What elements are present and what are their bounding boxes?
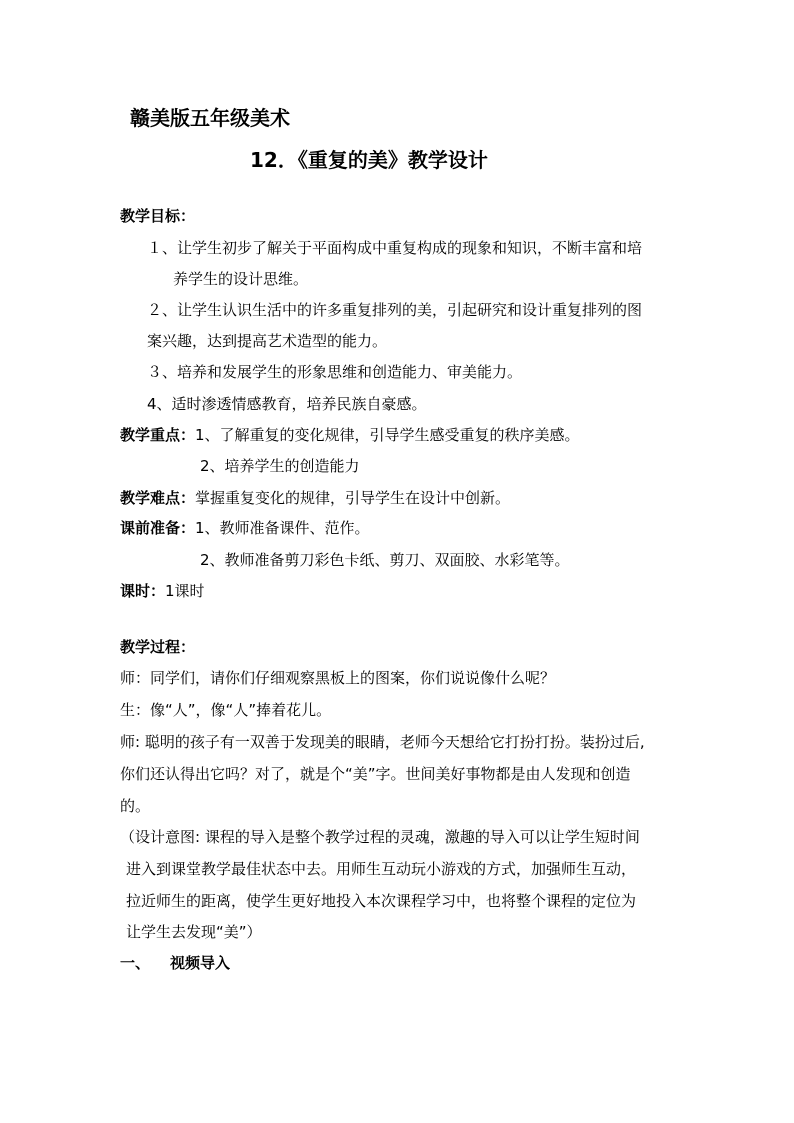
objective-2-line-2: 案兴趣，达到提高艺术造型的能力。 (147, 332, 388, 350)
process-line-5: 的。 (120, 797, 151, 815)
preparation-label: 课前准备： (120, 519, 196, 537)
duration-row (120, 581, 205, 601)
objective-4: 4、适时渗透情感教育，培养民族自豪感。 (147, 395, 427, 413)
process-line-3: 师: 聪明的孩子有一双善于发现美的眼睛，老师今天想给它打扮打扮。装扮过后, (120, 733, 645, 751)
duration-label: 课时： (120, 582, 166, 600)
document-title: 赣美版五年级美术 (130, 106, 290, 130)
objective-1-line-2: 养学生的设计思维。 (173, 270, 309, 288)
process-line-1: 师：同学们，请你们仔细观察黑板上的图案，你们说说像什么呢？ (120, 669, 556, 687)
key-point-2: 2、培养学生的创造能力 (200, 457, 360, 475)
objective-1-line-1: １、让学生初步了解关于平面构成中重复构成的现象和知识，不断丰富和培 (147, 239, 643, 257)
difficulty-label: 教学难点： (120, 489, 196, 507)
objective-2-line-1: ２、让学生认识生活中的许多重复排列的美，引起研究和设计重复排列的图 (147, 301, 643, 319)
design-intent-line-4: 让学生去发现“美”） (126, 923, 262, 941)
difficulty-row (120, 488, 510, 508)
difficulty-text: 掌握重复变化的规律，引导学生在设计中创新。 (195, 489, 511, 507)
objectives-label: 教学目标： (120, 207, 196, 225)
key-point-1: 1、了解重复的变化规律，引导学生感受重复的秩序美感。 (195, 426, 580, 444)
key-points-row-1 (120, 425, 580, 445)
section-one-title: 视频导入 (170, 954, 231, 972)
preparation-2: 2、教师准备剪刀彩色卡纸、剪刀、双面胶、水彩笔等。 (200, 551, 570, 569)
objective-3: ３、培养和发展学生的形象思维和创造能力、审美能力。 (147, 363, 523, 381)
document-subtitle: 12．《重复的美》教学设计 (250, 148, 488, 172)
process-line-2: 生：像“人”，像“人”捧着花儿。 (120, 701, 332, 719)
design-intent-line-3: 拉近师生的距离，使学生更好地投入本次课程学习中，也将整个课程的定位为 (126, 892, 637, 910)
preparation-1: 1、教师准备课件、范作。 (195, 519, 370, 537)
section-one-number: 一、 (120, 954, 151, 972)
design-intent-line-1: （设计意图: 课程的导入是整个教学过程的灵魂，激趣的导入可以让学生短时间 (120, 828, 640, 846)
duration-text: 1课时 (165, 582, 205, 600)
process-label: 教学过程： (120, 638, 196, 656)
design-intent-line-2: 进入到课堂教学最佳状态中去。用师生互动玩小游戏的方式，加强师生互动， (126, 860, 637, 878)
process-line-4: 你们还认得出它吗？对了，就是个“美”字。世间美好事物都是由人发现和创造 (120, 765, 631, 783)
preparation-row-1 (120, 518, 370, 538)
key-points-label: 教学重点： (120, 426, 196, 444)
